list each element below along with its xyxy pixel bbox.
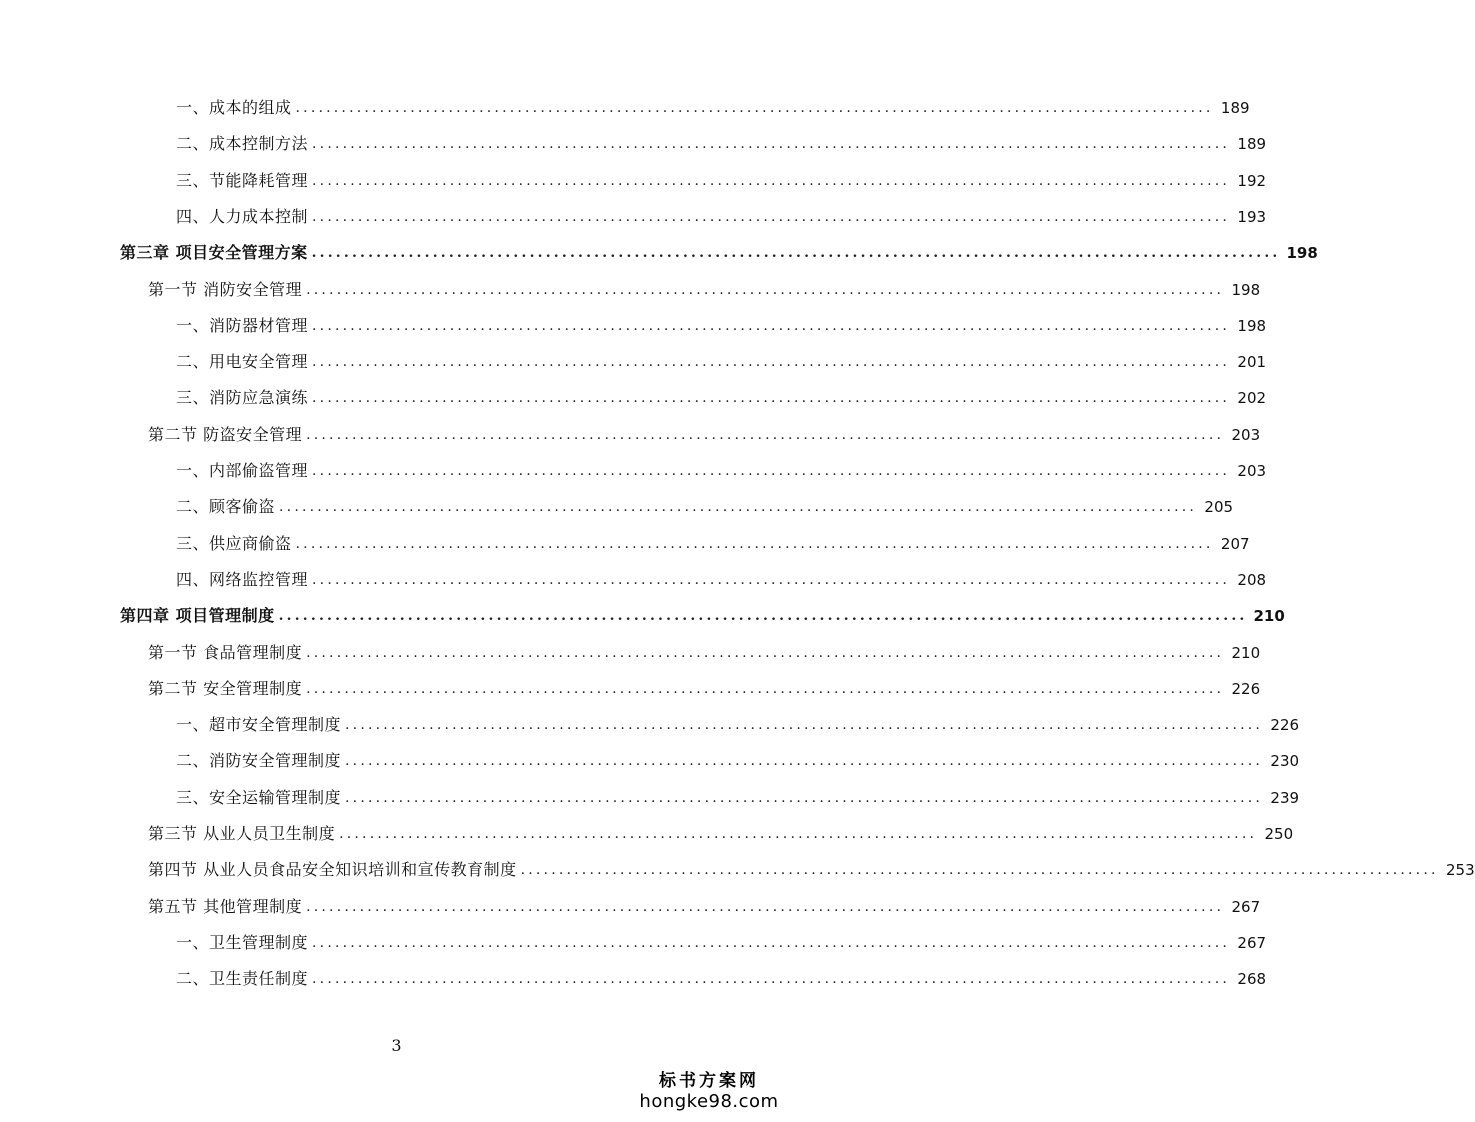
toc-entry-page: 239 [1270, 788, 1300, 807]
toc-entry-title: 一、内部偷盗管理 [176, 461, 309, 480]
toc-leader-dots: ........................................................................................................................ [345, 717, 1264, 734]
toc-leader-dots: ........................................................................................................................ [312, 208, 1231, 225]
toc-entry-title: 二、消防安全管理制度 [176, 751, 342, 771]
toc-entry-title: 二、顾客偷盗 [176, 497, 276, 517]
toc-entry-title: 一、成本的组成 [176, 98, 292, 117]
toc-entry-title: 第一节 食品管理制度 [148, 642, 303, 662]
toc-entry-page: 267 [1231, 897, 1261, 916]
toc-leader-dots: ........................................................................................................................ [312, 317, 1231, 334]
toc-entry-title: 第一节 消防安全管理 [148, 279, 303, 299]
toc-entry-section [148, 635, 1261, 671]
toc-leader-dots: ........................................................................................................................ [295, 100, 1214, 116]
toc-entry-item [176, 126, 1267, 162]
toc-entry-item [176, 380, 1267, 416]
site-watermark [639, 1066, 779, 1112]
toc-leader-dots: ........................................................................................................................ [312, 971, 1231, 988]
toc-entry-item [176, 743, 1300, 779]
toc-entry-page: 267 [1237, 933, 1267, 952]
toc-entry-page: 230 [1270, 752, 1300, 771]
toc-entry-page: 226 [1270, 716, 1300, 735]
toc-entry-title: 第二节 防盗安全管理 [148, 424, 303, 444]
toc-entry-chapter [120, 598, 1285, 634]
toc-entry-item [176, 707, 1300, 743]
toc-leader-dots: ........................................................................................................................ [312, 934, 1231, 951]
toc-entry-page: 198 [1237, 316, 1267, 335]
toc-entry-title: 三、消防应急演练 [176, 388, 309, 408]
toc-entry-item [176, 780, 1300, 816]
toc-leader-dots: ........................................................................................................................ [306, 898, 1225, 915]
toc-leader-dots: ........................................................................................................................ [312, 172, 1231, 189]
toc-entry-title: 一、超市安全管理制度 [176, 715, 342, 735]
toc-leader-dots: ........................................................................................................................ [345, 789, 1264, 806]
page-number: 3 [391, 1036, 402, 1055]
toc-entry-page: 205 [1204, 498, 1234, 517]
toc-leader-dots: ........................................................................................................................ [295, 535, 1214, 552]
toc-entry-item [176, 199, 1267, 235]
toc-entry-title: 第五节 其他管理制度 [148, 896, 303, 916]
toc-entry-page: 198 [1231, 280, 1261, 299]
toc-entry-title: 二、用电安全管理 [176, 352, 309, 372]
toc-leader-dots: ........................................................................................................................ [311, 245, 1281, 262]
toc-entry-page: 193 [1237, 207, 1267, 226]
toc-entry-page: 210 [1231, 643, 1261, 662]
toc-entry-chapter [120, 235, 1318, 271]
toc-leader-dots: ........................................................................................................................ [306, 680, 1225, 697]
toc-entry-title: 第二节 安全管理制度 [148, 678, 303, 698]
toc-leader-dots: ........................................................................................................................ [312, 571, 1231, 588]
toc-entry-page: 189 [1237, 135, 1267, 154]
toc-entry-page: 189 [1220, 99, 1250, 117]
toc-entry-page: 207 [1220, 534, 1250, 553]
watermark-domain: hongke98.com [639, 1091, 779, 1112]
toc-entry-title: 二、卫生责任制度 [176, 969, 309, 989]
toc-entry-title: 一、卫生管理制度 [176, 932, 309, 952]
toc-entry-title: 第四章 项目管理制度 [120, 606, 275, 626]
toc-entry-title: 一、消防器材管理 [176, 315, 309, 335]
toc-entry-title: 第三章 项目安全管理方案 [120, 243, 308, 263]
toc-leader-dots: ........................................................................................................................ [306, 644, 1225, 661]
toc-entry-section [148, 417, 1261, 453]
toc-entry-page: 202 [1237, 389, 1267, 408]
toc-entry-item [176, 526, 1250, 562]
toc-entry-page: 253 [1445, 861, 1475, 880]
toc-entry-item [176, 925, 1267, 961]
toc-entry-item [176, 562, 1267, 598]
toc-entry-title: 三、节能降耗管理 [176, 170, 309, 190]
toc-leader-dots: ........................................................................................................................ [339, 826, 1258, 842]
toc-entry-page: 226 [1231, 679, 1261, 698]
toc-entry-section [148, 272, 1261, 308]
toc-leader-dots: ........................................................................................................................ [312, 390, 1231, 407]
toc-leader-dots: ........................................................................................................................ [278, 608, 1248, 625]
toc-entry-title: 三、供应商偷盗 [176, 533, 292, 553]
toc-leader-dots: ........................................................................................................................ [306, 281, 1225, 298]
toc-entry-item [176, 961, 1267, 997]
toc-entry-page: 203 [1231, 425, 1261, 444]
toc-entry-item [176, 90, 1250, 126]
toc-entry-section [148, 671, 1261, 707]
toc-entry-item [176, 453, 1267, 489]
toc-entry-page: 192 [1237, 171, 1267, 190]
toc-leader-dots: ........................................................................................................................ [306, 426, 1225, 443]
toc-entry-title: 三、安全运输管理制度 [176, 787, 342, 807]
toc-leader-dots: ........................................................................................................................ [520, 862, 1439, 879]
toc-entry-title: 第三节 从业人员卫生制度 [148, 824, 336, 843]
toc-entry-page: 268 [1237, 970, 1267, 989]
toc-leader-dots: ........................................................................................................................ [279, 499, 1198, 516]
toc-entry-title: 二、成本控制方法 [176, 134, 309, 154]
toc-entry-item [176, 344, 1267, 380]
toc-leader-dots: ........................................................................................................................ [312, 136, 1231, 153]
toc-leader-dots: ........................................................................................................................ [345, 753, 1264, 770]
toc-entry-page: 210 [1253, 607, 1285, 626]
watermark-chinese: 标书方案网 [659, 1071, 759, 1091]
toc-entry-title: 第四节 从业人员食品安全知识培训和宣传教育制度 [148, 860, 517, 880]
toc-entry-item [176, 163, 1267, 199]
toc-entry-section [148, 816, 1294, 852]
toc-entry-page: 198 [1286, 244, 1318, 263]
toc-entry-page: 201 [1237, 353, 1267, 372]
toc-entry-page: 208 [1237, 570, 1267, 589]
toc-entry-page: 203 [1237, 462, 1267, 480]
toc-entry-section [148, 852, 1475, 888]
toc-leader-dots: ........................................................................................................................ [312, 463, 1231, 479]
toc-entry-item [176, 308, 1267, 344]
toc-entry-item [176, 489, 1234, 525]
toc-leader-dots: ........................................................................................................................ [312, 354, 1231, 371]
toc-entry-page: 250 [1264, 825, 1294, 843]
toc-entry-section [148, 889, 1261, 925]
toc-entry-title: 四、网络监控管理 [176, 569, 309, 589]
toc-entry-title: 四、人力成本控制 [176, 206, 309, 226]
